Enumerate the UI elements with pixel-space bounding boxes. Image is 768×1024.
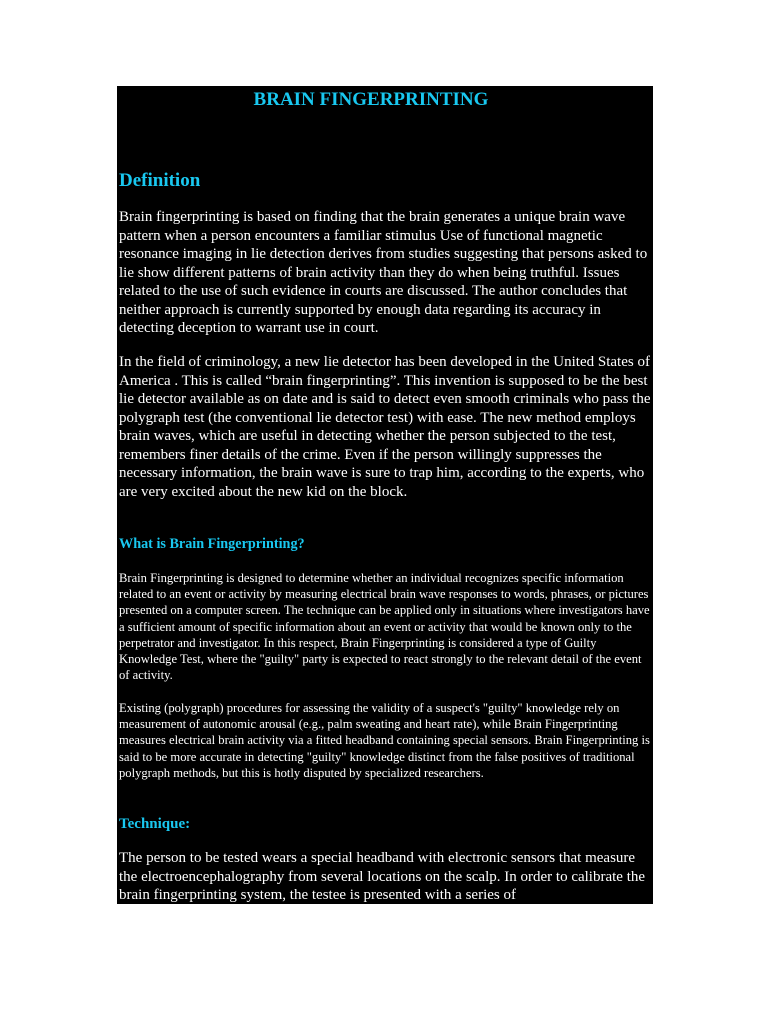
technique-paragraph-1: The person to be tested wears a special headband with electronic sensors that measure the electroencephalography from several locations on the scalp. In order to calibrate the brain fingerprinting system, the testee is presented with a series of [119, 850, 646, 903]
section-heading-technique: Technique: [119, 816, 191, 832]
document-page [117, 86, 653, 904]
what-is-paragraph-1: Brain Fingerprinting is designed to determine whether an individual recognizes specific information related to an event or activity by measuring electrical brain wave responses to words, phrases, or pictures presented on a computer screen. The technique can be applied only in situations where investigators have a sufficient amount of specific information about an event or activity that would be known only to the perpetrator and investigator. In this respect, Brain Fingerprinting is considered a type of Guilty Knowledge Test, where the "guilty" party is expected to react strongly to the relevant detail of the event of activity. [119, 571, 650, 683]
section-heading-definition: Definition [119, 170, 201, 191]
section-heading-what-is: What is Brain Fingerprinting? [119, 536, 305, 552]
definition-paragraph-1: Brain fingerprinting is based on finding that the brain generates a unique brain wave pattern when a person encounters a familiar stimulus Use of functional magnetic resonance imaging in lie detection derives from studies suggesting that persons asked to lie show different patterns of brain activity than they do when being truthful. Issues related to the use of such evidence in courts are discussed. The author concludes that neither approach is currently supported by enough data regarding its accuracy in detecting deception to warrant use in court. [119, 209, 648, 336]
what-is-paragraph-2: Existing (polygraph) procedures for assessing the validity of a suspect's "guilty" knowledge rely on measurement of autonomic arousal (e.g., palm sweating and heart rate), while Brain Fingerprinting measures electrical brain activity via a fitted headband containing special sensors. Brain Fingerprinting is said to be more accurate in detecting "guilty" knowledge distinct from the false positives of traditional polygraph methods, but this is hotly disputed by specialized researchers. [119, 701, 650, 780]
document-title: BRAIN FINGERPRINTING [253, 89, 489, 110]
definition-paragraph-2: In the field of criminology, a new lie detector has been developed in the United States of America . This is called “brain fingerprinting”. This invention is supposed to be the best lie detector available as on date and is said to detect even smooth criminals who pass the polygraph test (the conventional lie detector test) with ease. The new method employs brain waves, which are useful in detecting whether the person subjected to the test, remembers finer details of the crime. Even if the person willingly suppresses the necessary information, the brain wave is sure to trap him, according to the experts, who are very excited about the new kid on the block. [119, 354, 651, 500]
